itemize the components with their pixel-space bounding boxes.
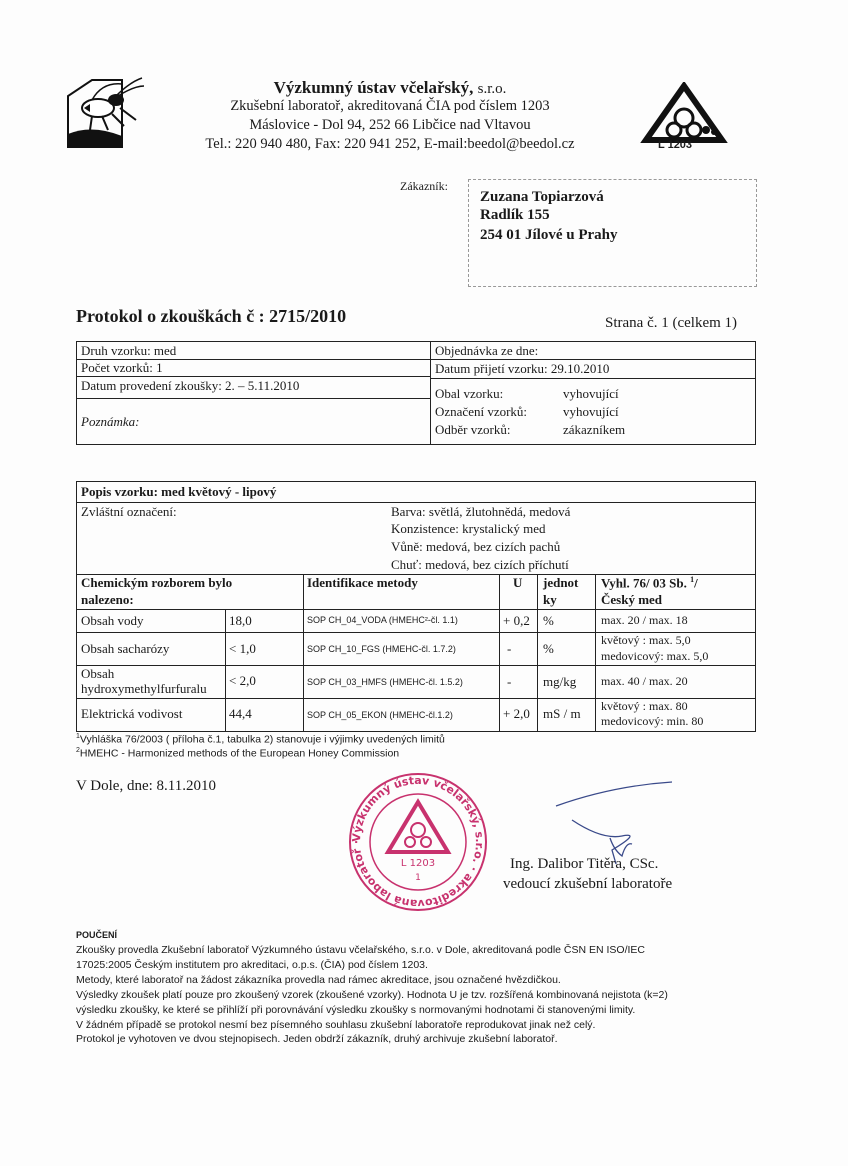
row-sucrose-u: - xyxy=(507,641,512,656)
address-line: Máslovice - Dol 94, 252 66 Libčice nad Vltavou xyxy=(249,117,531,133)
labeling-value: vyhovující xyxy=(563,404,619,419)
col-method-header: Identifikace metody xyxy=(307,575,418,590)
receipt-date: Datum přijetí vzorku: 29.10.2010 xyxy=(435,361,610,376)
test-date: Datum provedení zkoušky: 2. – 5.11.2010 xyxy=(81,378,300,393)
color-desc: Barva: světlá, žlutohnědá, medová xyxy=(391,504,571,519)
bee-logo xyxy=(62,74,144,148)
results-table xyxy=(76,481,756,732)
row-sucrose-name: Obsah sacharózy xyxy=(81,641,170,656)
row-conductivity-limit-2: medovicový: min. 80 xyxy=(601,714,704,728)
col-limit-header: Vyhl. 76/ 03 Sb. $^1$/ xyxy=(601,575,698,591)
row-water-name: Obsah vody xyxy=(81,613,144,628)
row-hmf-unit: mg/kg xyxy=(543,674,577,689)
notice-line: 17025:2005 Českým institutem pro akreditaci, o.p.s. (ČIA) pod číslem 1203. xyxy=(76,959,428,971)
lab-code: L 1203 xyxy=(658,139,693,151)
sample-description: Popis vzorku: med květový - lipový xyxy=(81,484,277,499)
note-label: Poznámka: xyxy=(81,414,140,429)
row-conductivity-unit: mS / m xyxy=(543,706,581,721)
sample-count: Počet vzorků: 1 xyxy=(81,360,163,375)
col-chem-header: Chemickým rozborem bylo xyxy=(81,575,233,590)
lab-stamp xyxy=(344,772,492,912)
notice-line: výsledku zkoušky, ke které se přihlíží při porovnávání výsledku zkoušky s normovanými hodnotami či stanovenými limity. xyxy=(76,1004,636,1016)
notice-line: Výsledky zkoušek platí pouze pro zkoušený vzorek (zkoušené vzorky). Hodnota U je tzv. rozšířená kombinovaná nejistota (k=2) xyxy=(76,989,668,1001)
stamp-number: 1 xyxy=(415,873,421,883)
notice-line: Metody, které laboratoř na žádost zákazníka provedla nad rámec akreditace, jsou označené hvězdičkou. xyxy=(76,974,561,986)
row-sucrose-unit: % xyxy=(543,641,554,656)
row-water-unit: % xyxy=(543,613,554,628)
row-conductivity-name: Elektrická vodivost xyxy=(81,706,183,721)
row-hmf-limit: max. 40 / max. 20 xyxy=(601,674,688,688)
smell-desc: Vůně: medová, bez cizích pachů xyxy=(391,539,561,554)
row-hmf-value: < 2,0 xyxy=(229,673,256,688)
row-water-method: SOP CH_04_VODA (HMEHC²-čl. 1.1) xyxy=(307,615,458,625)
accreditation-line: Zkušební laboratoř, akreditovaná ČIA pod číslem 1203 xyxy=(230,98,550,114)
row-hmf-name: Obsah xyxy=(81,666,115,681)
col-unit-header-2: ky xyxy=(543,592,557,607)
notice-line: Protokol je vyhotoven ve dvou stejnopisech. Jeden obdrží zákazník, druhý archivuje zkušební laboratoř. xyxy=(76,1033,558,1045)
col-unit-header: jednot xyxy=(543,575,579,590)
labeling-label: Označení vzorků: xyxy=(435,404,528,419)
stamp-ring-text: Výzkumný ústav včelařský, s.r.o. · akreditovaná laboratoř · xyxy=(349,773,487,911)
row-sucrose-limit-1: květový : max. 5,0 xyxy=(601,633,691,647)
protocol-title: Protokol o zkouškách č : 2715/2010 xyxy=(76,306,347,326)
customer-city: 254 01 Jílové u Prahy xyxy=(480,227,618,243)
row-water-limit: max. 20 / max. 18 xyxy=(601,613,688,627)
customer-name: Zuzana Topiarzová xyxy=(480,189,604,205)
row-hmf-method: SOP CH_03_HMFS (HMEHC-čl. 1.5.2) xyxy=(307,677,463,687)
notice-heading: POUČENÍ xyxy=(76,930,118,940)
contact-line: Tel.: 220 940 480, Fax: 220 941 252, E-mail:beedol@beedol.cz xyxy=(205,136,575,152)
customer-label: Zákazník: xyxy=(400,179,448,193)
sampling-value: zákazníkem xyxy=(563,422,626,437)
signer-role: vedoucí zkušební laboratoře xyxy=(503,876,673,892)
col-u-header: U xyxy=(513,575,523,590)
notice-line: V žádném případě se protokol nesmí bez písemného souhlasu zkušební laboratoře reprodukovat jinak než celý. xyxy=(76,1019,596,1031)
row-water-value: 18,0 xyxy=(229,613,252,628)
page-indicator: Strana č. 1 (celkem 1) xyxy=(605,315,738,331)
taste-desc: Chuť: medová, bez cizích příchutí xyxy=(391,557,569,572)
row-conductivity-method: SOP CH_05_EKON (HMEHC-čl.1.2) xyxy=(307,710,453,720)
special-marking: Zvláštní označení: xyxy=(81,504,177,519)
sample-type: Druh vzorku: med xyxy=(81,343,177,358)
packaging-label: Obal vzorku: xyxy=(435,386,504,401)
row-hmf-u: - xyxy=(507,674,512,689)
signer-name: Ing. Dalibor Titěra, CSc. xyxy=(510,856,659,872)
consistency-desc: Konzistence: krystalický med xyxy=(391,521,546,536)
row-sucrose-limit-2: medovicový: max. 5,0 xyxy=(601,649,709,663)
notice-line: Zkoušky provedla Zkušební laboratoř Výzkumného ústavu včelařského, s.r.o. v Dole, akreditovaná podle ČSN EN ISO/IEC xyxy=(76,944,646,956)
row-conductivity-limit-1: květový : max. 80 xyxy=(601,699,688,713)
packaging-value: vyhovující xyxy=(563,386,619,401)
col-limit-header-2: Český med xyxy=(601,592,663,607)
row-conductivity-u: + 2,0 xyxy=(503,706,530,721)
customer-street: Radlík 155 xyxy=(480,207,550,223)
row-conductivity-value: 44,4 xyxy=(229,706,252,721)
col-chem-header-2: nalezeno: xyxy=(81,592,134,607)
sampling-label: Odběr vzorků: xyxy=(435,422,511,437)
place-date: V Dole, dne: 8.11.2010 xyxy=(76,778,216,794)
order-date: Objednávka ze dne: xyxy=(435,343,539,358)
sample-info-table xyxy=(76,341,756,445)
stamp-code: L 1203 xyxy=(400,858,436,869)
row-sucrose-value: < 1,0 xyxy=(229,641,256,656)
row-sucrose-method: SOP CH_10_FGS (HMEHC-čl. 1.7.2) xyxy=(307,644,456,654)
footnote-2: $^2$HMEHC - Harmonized methods of the European Honey Commission xyxy=(76,747,400,760)
row-hmf-name-2: hydroxymethylfurfuralu xyxy=(81,681,207,696)
org-name: Výzkumný ústav včelařský, s.r.o. xyxy=(273,78,507,97)
footnote-1: $^1$Vyhláška 76/2003 ( příloha č.1, tabulka 2) stanovuje i výjimky uvedených limitů xyxy=(76,733,445,746)
row-water-u: + 0,2 xyxy=(503,613,530,628)
